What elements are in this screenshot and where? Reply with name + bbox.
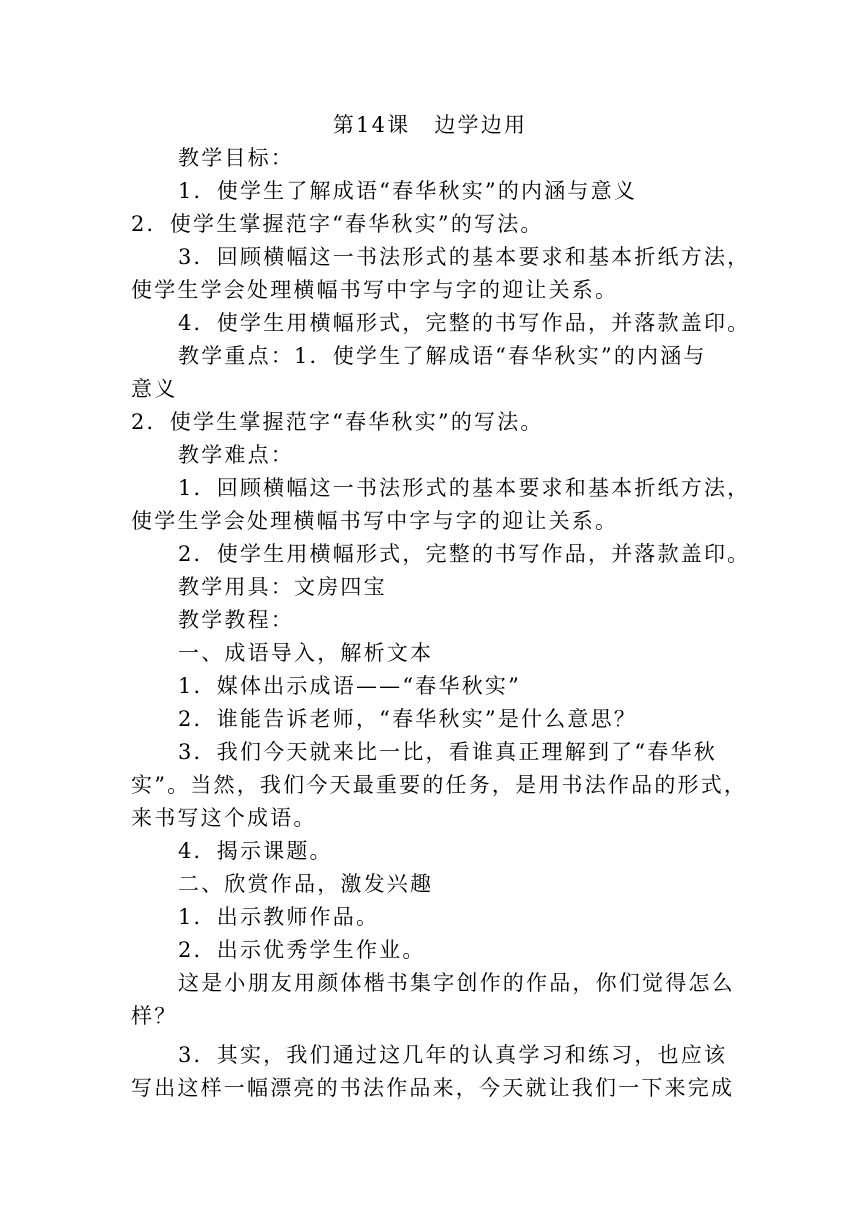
text-line: 教学难点： bbox=[178, 443, 294, 467]
text-line: 一、成语导入，解析文本 bbox=[178, 641, 434, 665]
text-line: 二、欣赏作品，激发兴趣 bbox=[178, 872, 434, 896]
text-line: 教学用具：文房四宝 bbox=[178, 575, 387, 599]
text-line: 2．使学生用横幅形式，完整的书写作品，并落款盖印。 bbox=[178, 542, 751, 566]
text-line: 样？ bbox=[131, 1004, 178, 1028]
lesson-number: 第14课 bbox=[332, 113, 411, 137]
text-line: 1．回顾横幅这一书法形式的基本要求和基本折纸方法， bbox=[178, 476, 751, 500]
text-line: 4．揭示课题。 bbox=[178, 839, 333, 863]
text-line: 2．使学生掌握范字“春华秋实”的写法。 bbox=[131, 410, 544, 434]
text-line: 写出这样一幅漂亮的书法作品来，今天就让我们一下来完成 bbox=[131, 1076, 735, 1100]
text-line: 教学教程： bbox=[178, 608, 294, 632]
text-line: 2．谁能告诉老师，“春华秋实”是什么意思？ bbox=[178, 707, 638, 731]
text-line: 意义 bbox=[131, 377, 178, 401]
text-line: 3．我们今天就来比一比，看谁真正理解到了“春华秋 bbox=[178, 740, 717, 764]
text-line: 使学生学会处理横幅书写中字与字的迎让关系。 bbox=[131, 278, 619, 302]
text-line: 2．出示优秀学生作业。 bbox=[178, 938, 426, 962]
text-line: 1．媒体出示成语——“春华秋实” bbox=[178, 674, 522, 698]
text-line: 1．出示教师作品。 bbox=[178, 905, 380, 929]
text-line: 来书写这个成语。 bbox=[131, 806, 317, 830]
text-line: 4．使学生用横幅形式，完整的书写作品，并落款盖印。 bbox=[178, 311, 751, 335]
text-line: 2．使学生掌握范字“春华秋实”的写法。 bbox=[131, 212, 544, 236]
text-line: 3．其实，我们通过这几年的认真学习和练习，也应该 bbox=[178, 1043, 728, 1067]
text-line: 3．回顾横幅这一书法形式的基本要求和基本折纸方法， bbox=[178, 245, 751, 269]
document-body bbox=[131, 142, 751, 1105]
text-line: 这是小朋友用颜体楷书集字创作的作品，你们觉得怎么 bbox=[178, 971, 735, 995]
text-line: 教学重点：1．使学生了解成语“春华秋实”的内涵与 bbox=[178, 344, 707, 368]
lesson-name: 边学边用 bbox=[434, 113, 528, 137]
lesson-title bbox=[0, 108, 860, 142]
text-line: 1．使学生了解成语“春华秋实”的内涵与意义 bbox=[178, 179, 638, 203]
text-line: 实”。当然，我们今天最重要的任务，是用书法作品的形式， bbox=[131, 773, 748, 797]
text-line: 使学生学会处理横幅书写中字与字的迎让关系。 bbox=[131, 509, 619, 533]
text-line: 教学目标： bbox=[178, 146, 294, 170]
